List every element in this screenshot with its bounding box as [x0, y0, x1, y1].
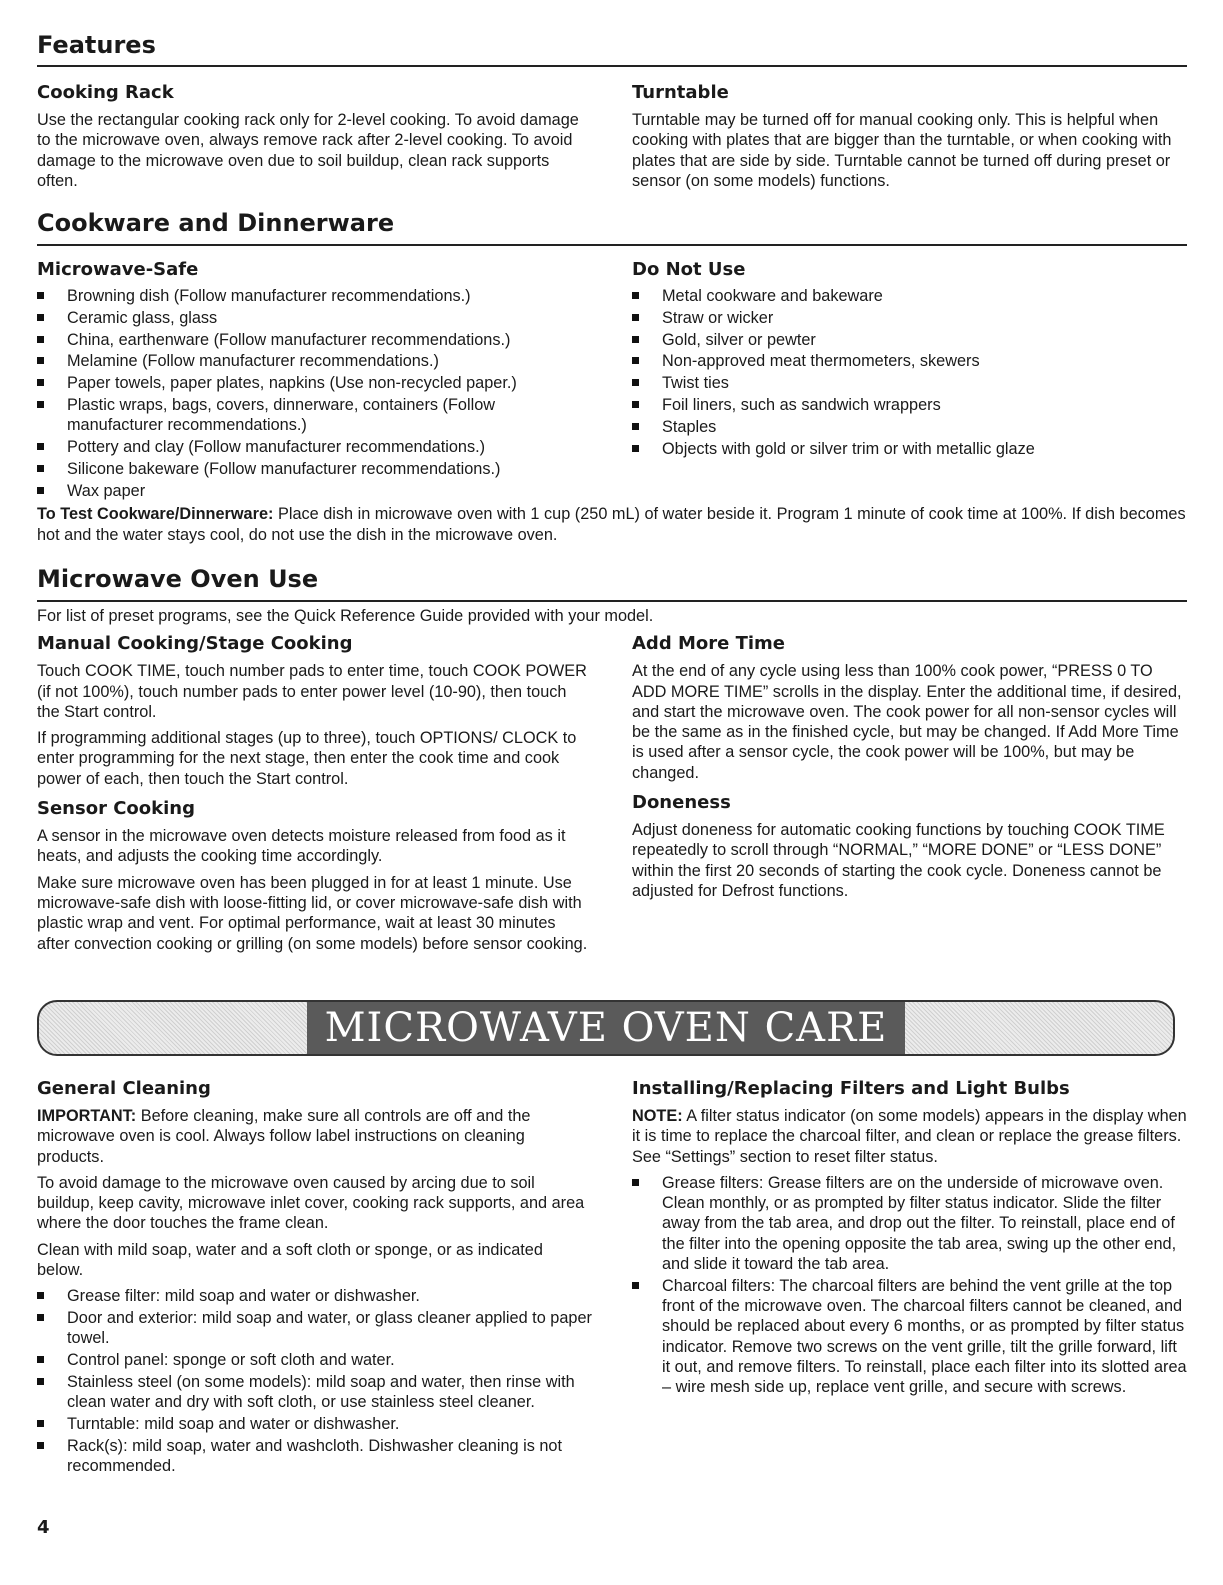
turntable-heading: Turntable	[632, 82, 729, 103]
list-item: Metal cookware and bakeware	[632, 286, 1187, 306]
filters-heading: Installing/Replacing Filters and Light Bulbs	[632, 1078, 1070, 1099]
list-item: Control panel: sponge or soft cloth and water.	[37, 1350, 592, 1370]
list-item: Objects with gold or silver trim or with metallic glaze	[632, 439, 1187, 459]
care-banner	[37, 1000, 1175, 1056]
list-item: Browning dish (Follow manufacturer recommendations.)	[37, 286, 592, 306]
important-text: Before cleaning, make sure all controls are off and the microwave oven is cool. Always follow label instructions on cleaning products.	[37, 1107, 531, 1166]
page-number: 4	[37, 1517, 50, 1538]
list-item: Charcoal filters: The charcoal filters are behind the vent grille at the top front of the microwave oven. The charcoal filters cannot be cleaned, and should be replaced about every 6 months, or as prompted by filter status indicator. Remove two screws on the vent grille, tilt the grille forward, lift it out, and remove filters. To reinstall, place each filter into its slotted area – wire mesh side up, replace vent grille, and secure with screws.	[632, 1276, 1187, 1398]
filters-list	[632, 1173, 1187, 1398]
care-section	[37, 1077, 1187, 1478]
list-item: China, earthenware (Follow manufacturer recommendations.)	[37, 330, 592, 350]
oven-use-left-column	[37, 632, 592, 954]
test-cookware-paragraph	[37, 504, 1187, 545]
cooking-rack-block	[37, 81, 592, 191]
oven-use-section	[37, 564, 1187, 954]
care-banner-title: MICROWAVE OVEN CARE	[307, 1002, 906, 1054]
general-cleaning-p2: To avoid damage to the microwave oven caused by arcing due to soil buildup, keep cavity, microwave inlet cover, cooking rack supports, and area where the door touches the frame clean.	[37, 1173, 585, 1233]
list-item: Plastic wraps, bags, covers, dinnerware, containers (Follow manufacturer recommendations.)	[37, 395, 592, 436]
add-more-time-heading: Add More Time	[632, 633, 786, 655]
list-item: Grease filters: Grease filters are on the underside of microwave oven. Clean monthly, or as prompted by filter status indicator. Slide the filter away from the tab area, and drop out the filter. To reinstall, place end of the filter into the opening opposite the tab area, swing up the other end, and slide it toward the tab area.	[632, 1173, 1187, 1274]
turntable-text: Turntable may be turned off for manual cooking only. This is helpful when cooking with plates that are bigger than the turntable, or when cooking with plates that are side by side. Turntable cannot be turned off during preset or sensor (on some models) functions.	[632, 111, 1172, 190]
list-item: Rack(s): mild soap, water and washcloth. Dishwasher cleaning is not recommended.	[37, 1436, 592, 1477]
do-not-use-block	[632, 258, 1187, 502]
list-item: Turntable: mild soap and water or dishwasher.	[37, 1414, 592, 1434]
test-cookware-text: Place dish in microwave oven with 1 cup (250 mL) of water beside it. Program 1 minute of cook time at 100%. If dish becomes hot and the water stays cool, do not use the dish in the microwave oven.	[37, 505, 1186, 544]
do-not-use-list	[632, 286, 1187, 459]
microwave-safe-heading: Microwave-Safe	[37, 259, 199, 280]
list-item: Grease filter: mild soap and water or dishwasher.	[37, 1286, 592, 1306]
important-label: IMPORTANT:	[37, 1107, 137, 1125]
oven-use-right-column	[632, 632, 1187, 954]
list-item: Non-approved meat thermometers, skewers	[632, 351, 1187, 371]
cookware-rule	[37, 244, 1187, 246]
microwave-safe-block	[37, 258, 592, 502]
microwave-safe-list	[37, 286, 592, 501]
list-item: Melamine (Follow manufacturer recommendations.)	[37, 351, 592, 371]
cookware-title: Cookware and Dinnerware	[37, 209, 395, 237]
oven-use-rule	[37, 600, 1187, 602]
list-item: Twist ties	[632, 373, 1187, 393]
list-item: Foil liners, such as sandwich wrappers	[632, 395, 1187, 415]
oven-use-intro: For list of preset programs, see the Quick Reference Guide provided with your model.	[37, 607, 654, 625]
features-section	[37, 30, 1187, 191]
list-item: Paper towels, paper plates, napkins (Use non-recycled paper.)	[37, 373, 592, 393]
doneness-text: Adjust doneness for automatic cooking functions by touching COOK TIME repeatedly to scroll through “NORMAL,” “MORE DONE” or “LESS DONE” within the first 20 seconds of starting the cook cycle. Doneness cannot be adjusted for Defrost functions.	[632, 821, 1165, 900]
manual-cooking-heading: Manual Cooking/Stage Cooking	[37, 633, 353, 655]
cleaning-list	[37, 1286, 592, 1476]
doneness-heading: Doneness	[632, 792, 731, 814]
list-item: Staples	[632, 417, 1187, 437]
sensor-cooking-p1: A sensor in the microwave oven detects moisture released from food as it heats, and adjusts the cooking time accordingly.	[37, 827, 566, 866]
note-paragraph	[632, 1106, 1187, 1167]
filters-block	[632, 1077, 1187, 1478]
test-cookware-label: To Test Cookware/Dinnerware:	[37, 505, 274, 524]
general-cleaning-block	[37, 1077, 592, 1478]
features-rule	[37, 65, 1187, 67]
features-title: Features	[37, 31, 156, 59]
note-label: NOTE:	[632, 1107, 683, 1125]
sensor-cooking-p2: Make sure microwave oven has been plugged in for at least 1 minute. Use microwave-safe dish with loose-fitting lid, or cover microwave-safe dish with plastic wrap and vent. For optimal performance, wait at least 30 minutes after convection cooking or grilling (on some models) before sensor cooking.	[37, 873, 588, 953]
list-item: Pottery and clay (Follow manufacturer recommendations.)	[37, 437, 592, 457]
list-item: Ceramic glass, glass	[37, 308, 592, 328]
list-item: Stainless steel (on some models): mild soap and water, then rinse with clean water and dry with soft cloth, or use stainless steel cleaner.	[37, 1372, 592, 1413]
list-item: Gold, silver or pewter	[632, 330, 1187, 350]
general-cleaning-p3: Clean with mild soap, water and a soft cloth or sponge, or as indicated below.	[37, 1240, 543, 1280]
oven-use-title: Microwave Oven Use	[37, 565, 319, 593]
list-item: Straw or wicker	[632, 308, 1187, 328]
note-text: A filter status indicator (on some models) appears in the display when it is time to replace the charcoal filter, and clean or replace the grease filters. See “Settings” section to reset filter status.	[632, 1107, 1187, 1166]
sensor-cooking-heading: Sensor Cooking	[37, 798, 195, 820]
list-item: Wax paper	[37, 481, 592, 501]
add-more-time-text: At the end of any cycle using less than 100% cook power, “PRESS 0 TO ADD MORE TIME” scrolls in the display. Enter the additional time, if desired, and start the microwave oven. The cook power for all non-sensor cycles will be the same as in the finished cycle, but may be changed. If Add More Time is used after a sensor cycle, the cook power will be 100%, but may be changed.	[632, 662, 1182, 782]
manual-cooking-p2: If programming additional stages (up to three), touch OPTIONS/ CLOCK to enter programming for the next stage, then enter the cook time and cook power of each, then touch the Start control.	[37, 729, 577, 788]
list-item: Silicone bakeware (Follow manufacturer recommendations.)	[37, 459, 592, 479]
cooking-rack-heading: Cooking Rack	[37, 82, 174, 103]
list-item: Door and exterior: mild soap and water, or glass cleaner applied to paper towel.	[37, 1308, 592, 1349]
turntable-block	[632, 81, 1187, 191]
do-not-use-heading: Do Not Use	[632, 259, 746, 280]
cooking-rack-text: Use the rectangular cooking rack only for 2-level cooking. To avoid damage to the microwave oven, always remove rack after 2-level cooking. To avoid damage to the microwave oven due to soil buildup, clean rack supports often.	[37, 111, 579, 190]
general-cleaning-heading: General Cleaning	[37, 1078, 211, 1099]
important-paragraph	[37, 1106, 592, 1167]
cookware-section	[37, 208, 1187, 545]
manual-cooking-p1: Touch COOK TIME, touch number pads to enter time, touch COOK POWER (if not 100%), touch number pads to enter power level (10-90), then touch the Start control.	[37, 662, 587, 721]
